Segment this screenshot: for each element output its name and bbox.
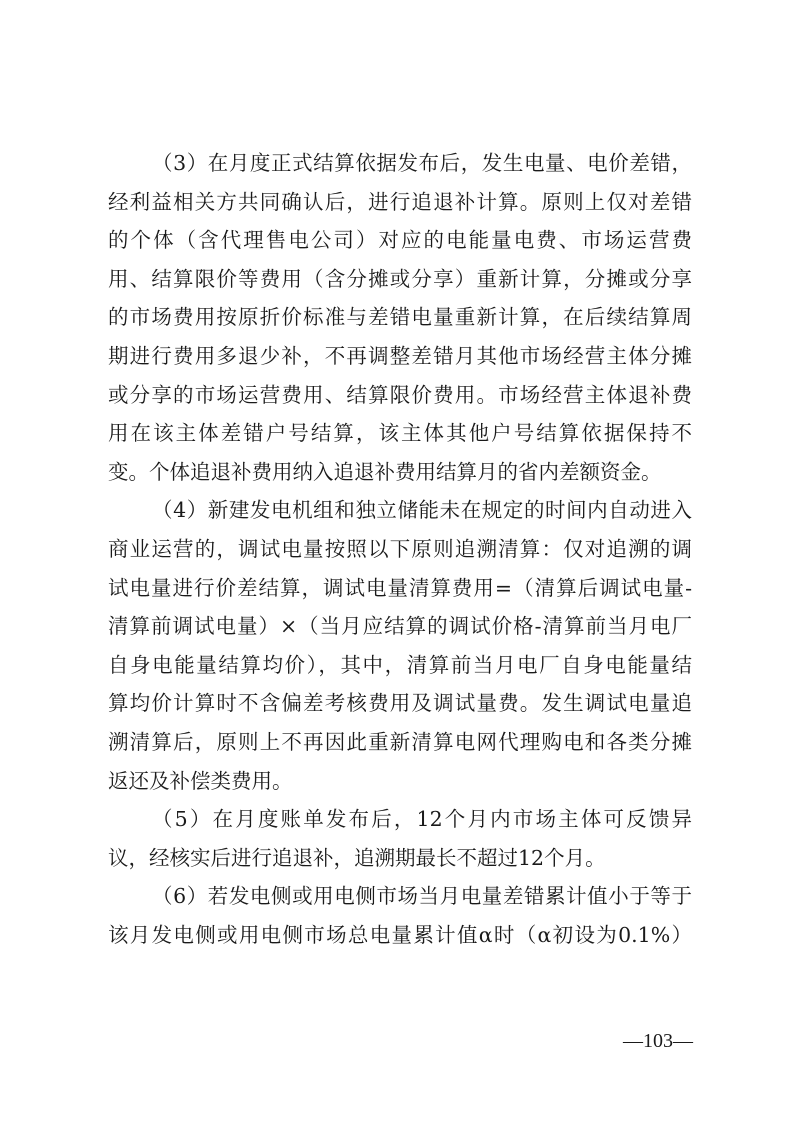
page-number: —103— <box>623 1030 693 1052</box>
text-line: 算均价计算时不含偏差考核费用及调试量费。发生调试电量追 <box>108 691 692 716</box>
text-line: 清算前调试电量）×（当月应结算的调试价格-清算前当月电厂 <box>108 614 692 639</box>
text-line: 返还及补偿类费用。 <box>108 768 293 793</box>
text-line: 变。个体追退补费用纳入追退补费用结算月的省内差额资金。 <box>108 459 662 484</box>
paragraph <box>108 877 692 954</box>
text-line: （6）若发电侧或用电侧市场当月电量差错累计值小于等于 <box>152 884 692 909</box>
text-line: 期进行费用多退少补，不再调整差错月其他市场经营主体分摊 <box>108 343 692 368</box>
text-line: 溯清算后，原则上不再因此重新清算电网代理购电和各类分摊 <box>108 729 692 754</box>
text-line: 议，经核实后进行追退补，追溯期最长不超过12个月。 <box>108 845 606 870</box>
paragraph <box>108 144 692 491</box>
text-line: 的个体（含代理售电公司）对应的电能量电费、市场运营费 <box>108 228 692 253</box>
text-line: 经利益相关方共同确认后，进行追退补计算。原则上仅对差错 <box>108 189 692 214</box>
text-line: （4）新建发电机组和独立储能未在规定的时间内自动进入 <box>152 498 692 523</box>
text-line: （3）在月度正式结算依据发布后，发生电量、电价差错， <box>152 151 692 175</box>
document-body <box>108 144 692 954</box>
text-line: 或分享的市场运营费用、结算限价费用。市场经营主体退补费 <box>108 382 692 407</box>
text-line: 用在该主体差错户号结算，该主体其他户号结算依据保持不 <box>108 421 692 446</box>
text-line: 的市场费用按原折价标准与差错电量重新计算，在后续结算周 <box>108 305 692 330</box>
text-line: 该月发电侧或用电侧市场总电量累计值α时（α初设为0.1%） <box>108 922 692 947</box>
text-line: （5）在月度账单发布后，12个月内市场主体可反馈异 <box>152 807 692 832</box>
text-line: 自身电能量结算均价），其中，清算前当月电厂自身电能量结 <box>108 652 692 677</box>
paragraph <box>108 800 692 877</box>
paragraph <box>108 491 692 800</box>
text-line: 用、结算限价等费用（含分摊或分享）重新计算，分摊或分享 <box>108 266 692 291</box>
text-line: 商业运营的，调试电量按照以下原则追溯清算：仅对追溯的调 <box>108 536 692 561</box>
text-line: 试电量进行价差结算，调试电量清算费用=（清算后调试电量- <box>108 575 692 600</box>
